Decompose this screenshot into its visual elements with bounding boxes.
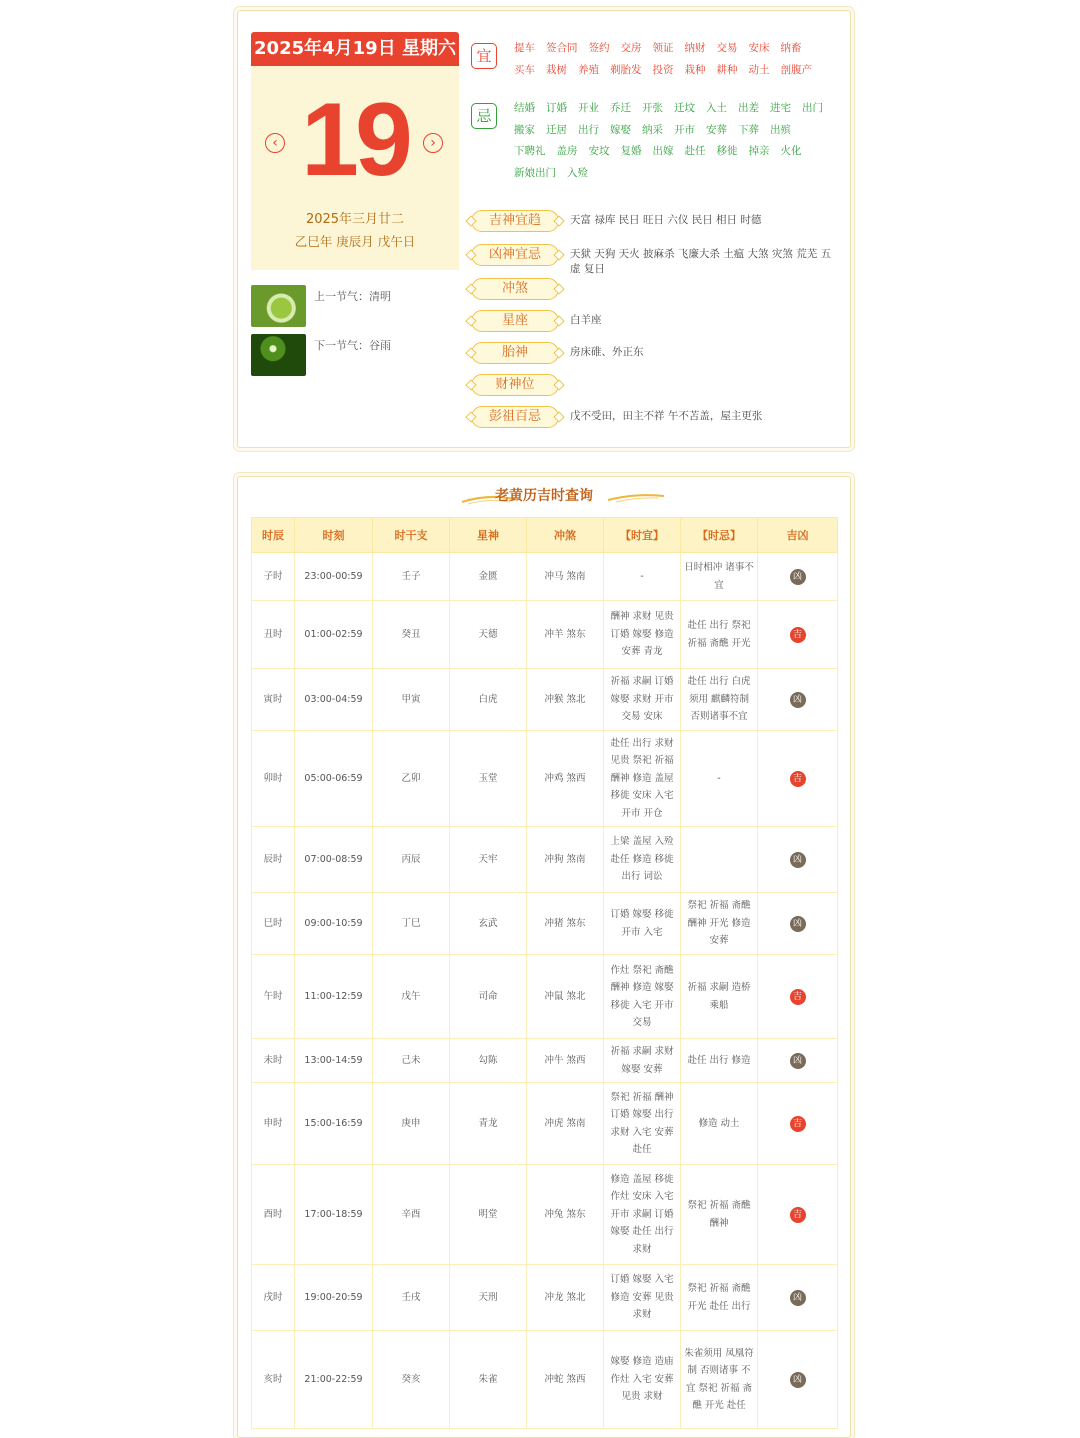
ji-item: 移徙	[716, 145, 738, 157]
cell-shichen: 戌时	[252, 1265, 295, 1331]
ji-item: 出行	[578, 123, 599, 136]
cell-yi: 修造 盖屋 移徙 作灶 安床 入宅 开市 求嗣 订婚 嫁娶 赴任 出行 求财	[604, 1165, 681, 1265]
cell-shichen: 丑时	[252, 601, 295, 669]
cell-yi: 赴任 出行 求财 见贵 祭祀 祈福 酬神 修造 盖屋 移徙 安床 入宅 开市 开仓	[604, 731, 681, 827]
cell-yi: -	[604, 553, 681, 601]
ji-item: 乔迁	[610, 102, 631, 114]
ji-item: 新娘出门	[514, 166, 556, 179]
ji-item: 出门	[802, 102, 823, 114]
col-header-ji: 【时忌】	[681, 518, 758, 553]
yi-item: 交易	[716, 42, 738, 54]
cell-fortune	[758, 1165, 838, 1265]
cell-time: 11:00-12:59	[295, 955, 373, 1039]
fortune-badge: 吉	[790, 1207, 806, 1223]
cell-shichen: 申时	[252, 1083, 295, 1165]
cell-ji: 祭祀 祈福 斋醮 开光 赴任 出行	[681, 1265, 758, 1331]
cell-star: 天德	[450, 601, 527, 669]
cell-chong: 冲蛇 煞西	[527, 1331, 604, 1429]
cell-ganzhi: 壬子	[373, 553, 450, 601]
god-label: 冲煞	[471, 278, 559, 300]
cell-ji: 祭祀 祈福 斋醮 酬神 开光 修造 安葬	[681, 893, 758, 955]
ji-item: 迁坟	[674, 102, 695, 114]
table-row	[252, 955, 838, 1039]
cell-star: 朱雀	[450, 1331, 527, 1429]
day-number: 19	[301, 82, 409, 198]
cell-ganzhi: 丙辰	[373, 827, 450, 893]
ji-item: 赴任	[684, 145, 706, 157]
fortune-badge: 凶	[790, 852, 806, 868]
hours-table	[251, 517, 838, 1429]
cell-ganzhi: 癸亥	[373, 1331, 450, 1429]
god-label: 星座	[471, 310, 559, 332]
cell-fortune	[758, 553, 838, 601]
ji-list	[514, 98, 834, 184]
cell-chong: 冲鼠 煞北	[527, 955, 604, 1039]
cell-star: 天刑	[450, 1265, 527, 1331]
cell-chong: 冲马 煞南	[527, 553, 604, 601]
yi-item: 栽树	[546, 63, 567, 76]
cell-ji: 赴任 出行 修造	[681, 1039, 758, 1083]
cell-star: 勾陈	[450, 1039, 527, 1083]
cell-ji: 朱雀须用 凤凰符制 否则诸事 不宜 祭祀 祈福 斋醮 开光 赴任	[681, 1331, 758, 1429]
fortune-badge: 凶	[790, 1372, 806, 1388]
cell-time: 03:00-04:59	[295, 669, 373, 731]
fortune-badge: 凶	[790, 916, 806, 932]
cell-fortune	[758, 669, 838, 731]
cell-fortune	[758, 827, 838, 893]
cell-star: 青龙	[450, 1083, 527, 1165]
ji-item: 订婚	[546, 102, 567, 114]
cell-star: 金匮	[450, 553, 527, 601]
cell-ganzhi: 庚申	[373, 1083, 450, 1165]
cell-time: 17:00-18:59	[295, 1165, 373, 1265]
table-row	[252, 893, 838, 955]
cell-ganzhi: 己未	[373, 1039, 450, 1083]
cell-chong: 冲牛 煞西	[527, 1039, 604, 1083]
cell-shichen: 子时	[252, 553, 295, 601]
ji-item: 搬家	[514, 123, 535, 136]
cell-ganzhi: 丁巳	[373, 893, 450, 955]
next-day-button[interactable]: ›	[423, 133, 443, 153]
yi-item: 养殖	[578, 63, 599, 76]
ji-item: 嫁娶	[610, 123, 631, 136]
cell-chong: 冲羊 煞东	[527, 601, 604, 669]
cell-yi: 祈福 求嗣 求财 嫁娶 安葬	[604, 1039, 681, 1083]
table-row	[252, 669, 838, 731]
fortune-badge: 吉	[790, 771, 806, 787]
yi-item: 纳畜	[780, 42, 802, 54]
ji-item: 开市	[674, 123, 695, 136]
god-label: 彭祖百忌	[471, 406, 559, 428]
cell-ganzhi: 乙卯	[373, 731, 450, 827]
date-header: 2025年4月19日 星期六	[251, 32, 459, 66]
col-header-fortune: 吉凶	[758, 518, 838, 553]
ji-item: 进宅	[770, 102, 791, 114]
cell-chong: 冲虎 煞南	[527, 1083, 604, 1165]
table-row	[252, 1039, 838, 1083]
cell-ganzhi: 甲寅	[373, 669, 450, 731]
cell-ji: 日时相冲 诸事不宜	[681, 553, 758, 601]
yi-item: 提车	[514, 42, 535, 54]
cell-chong: 冲猪 煞东	[527, 893, 604, 955]
table-row	[252, 601, 838, 669]
cell-time: 05:00-06:59	[295, 731, 373, 827]
cell-shichen: 巳时	[252, 893, 295, 955]
cell-yi: 上梁 盖屋 入殓 赴任 修造 移徙 出行 词讼	[604, 827, 681, 893]
cell-star: 白虎	[450, 669, 527, 731]
god-label: 吉神宜趋	[471, 210, 559, 232]
cell-yi: 祭祀 祈福 酬神 订婚 嫁娶 出行 求财 入宅 安葬 赴任	[604, 1083, 681, 1165]
yi-item: 动土	[748, 63, 770, 76]
cell-yi: 订婚 嫁娶 入宅 修造 安葬 见贵 求财	[604, 1265, 681, 1331]
cell-chong: 冲鸡 煞西	[527, 731, 604, 827]
hours-table-title: 老黄历吉时查询	[495, 488, 593, 504]
cell-time: 07:00-08:59	[295, 827, 373, 893]
god-label: 凶神宜忌	[471, 244, 559, 266]
yi-item: 剖腹产	[780, 63, 812, 76]
cell-fortune	[758, 955, 838, 1039]
cell-chong: 冲狗 煞南	[527, 827, 604, 893]
yi-item: 投资	[652, 63, 674, 76]
god-value: 房床碓、外正东	[570, 346, 644, 358]
lunar-date: 2025年三月廿二	[305, 212, 405, 227]
cell-star: 天牢	[450, 827, 527, 893]
yi-item: 安床	[748, 42, 770, 54]
cell-shichen: 卯时	[252, 731, 295, 827]
ji-item: 入殓	[567, 166, 588, 179]
cell-chong: 冲兔 煞东	[527, 1165, 604, 1265]
cell-fortune	[758, 1083, 838, 1165]
solar-term-image	[251, 285, 306, 327]
god-value: 天狱 天狗 天火 披麻杀 飞廉大杀 土瘟 大煞 灾煞 荒芜 五虚 复日	[570, 248, 832, 275]
ji-item: 火化	[780, 145, 802, 157]
ji-item: 结婚	[514, 102, 535, 114]
next-solar-term[interactable]	[251, 334, 461, 376]
col-header-chong: 冲煞	[527, 518, 604, 553]
cell-fortune	[758, 1331, 838, 1429]
cell-time: 21:00-22:59	[295, 1331, 373, 1429]
ji-tag: 忌	[471, 103, 497, 129]
cell-shichen: 辰时	[252, 827, 295, 893]
cell-ji: 赴任 出行 白虎 须用 麒麟符制 否则诸事不宜	[681, 669, 758, 731]
yi-item: 领证	[652, 42, 674, 54]
cell-ji: 修造 动土	[681, 1083, 758, 1165]
fortune-badge: 凶	[790, 1053, 806, 1069]
god-label: 财神位	[471, 374, 559, 396]
col-header-shichen: 时辰	[252, 518, 295, 553]
table-row	[252, 1331, 838, 1429]
ji-item: 开张	[642, 102, 663, 114]
cell-ganzhi: 戊午	[373, 955, 450, 1039]
cell-time: 23:00-00:59	[295, 553, 373, 601]
cell-shichen: 亥时	[252, 1331, 295, 1429]
yi-tag: 宜	[471, 43, 497, 69]
cell-yi: 祈福 求嗣 订婚 嫁娶 求财 开市 交易 安床	[604, 669, 681, 731]
cell-yi: 作灶 祭祀 斋醮 酬神 修造 嫁娶 移徙 入宅 开市 交易	[604, 955, 681, 1039]
cell-shichen: 酉时	[252, 1165, 295, 1265]
cell-ganzhi: 癸丑	[373, 601, 450, 669]
ji-item: 出差	[738, 102, 759, 114]
table-header-row	[252, 518, 838, 553]
cell-time: 15:00-16:59	[295, 1083, 373, 1165]
table-row	[252, 1165, 838, 1265]
ji-item: 盖房	[556, 145, 578, 157]
yi-item: 耕种	[716, 63, 738, 76]
cell-yi: 酬神 求财 见贵 订婚 嫁娶 修造 安葬 青龙	[604, 601, 681, 669]
cell-ji: -	[681, 731, 758, 827]
cell-ganzhi: 辛酉	[373, 1165, 450, 1265]
cell-fortune	[758, 1265, 838, 1331]
yi-item: 栽种	[684, 63, 706, 76]
fortune-badge: 凶	[790, 692, 806, 708]
fortune-badge: 吉	[790, 1116, 806, 1132]
cell-shichen: 午时	[252, 955, 295, 1039]
fortune-badge: 吉	[790, 627, 806, 643]
ji-item: 出殡	[770, 123, 791, 136]
ji-item: 出嫁	[652, 145, 674, 157]
col-header-yi: 【时宜】	[604, 518, 681, 553]
next-solar-term-label: 下一节气：谷雨	[314, 339, 391, 352]
cell-ji: 祈福 求嗣 造桥 乘船	[681, 955, 758, 1039]
ji-item: 安葬	[706, 123, 727, 136]
ji-item: 下聘礼	[514, 145, 546, 157]
yi-item: 剃胎发	[610, 63, 642, 76]
cell-fortune	[758, 893, 838, 955]
cell-fortune	[758, 731, 838, 827]
hours-table-body	[252, 553, 838, 1429]
prev-solar-term[interactable]	[251, 285, 461, 327]
yi-item: 签约	[588, 42, 610, 54]
table-row	[252, 1265, 838, 1331]
yi-list	[514, 38, 834, 81]
prev-day-button[interactable]: ‹	[265, 133, 285, 153]
yi-item: 买车	[514, 63, 535, 76]
cell-fortune	[758, 601, 838, 669]
solar-term-image	[251, 334, 306, 376]
ji-item: 开业	[578, 102, 599, 114]
ji-item: 复婚	[620, 145, 642, 157]
ji-item: 入土	[706, 102, 727, 114]
cell-chong: 冲龙 煞北	[527, 1265, 604, 1331]
table-row	[252, 553, 838, 601]
ji-item: 掉亲	[748, 145, 770, 157]
cell-star: 玄武	[450, 893, 527, 955]
cell-time: 09:00-10:59	[295, 893, 373, 955]
date-box	[251, 66, 459, 270]
ji-item: 迁居	[546, 123, 567, 136]
cell-time: 19:00-20:59	[295, 1265, 373, 1331]
table-row	[252, 731, 838, 827]
ji-item: 纳采	[642, 123, 663, 136]
fortune-badge: 吉	[790, 989, 806, 1005]
cell-ji: 赴任 出行 祭祀 祈福 斋醮 开光	[681, 601, 758, 669]
cell-shichen: 未时	[252, 1039, 295, 1083]
ji-item: 下葬	[738, 123, 759, 136]
cell-fortune	[758, 1039, 838, 1083]
cell-chong: 冲猴 煞北	[527, 669, 604, 731]
god-value: 白羊座	[570, 314, 602, 326]
prev-solar-term-label: 上一节气：清明	[314, 290, 391, 303]
hours-panel	[237, 476, 851, 1438]
cell-time: 13:00-14:59	[295, 1039, 373, 1083]
god-value: 戊不受田，田主不祥 午不苫盖，屋主更张	[570, 410, 763, 422]
cell-star: 玉堂	[450, 731, 527, 827]
ji-item: 安坟	[588, 145, 610, 157]
yi-item: 纳财	[684, 42, 706, 54]
fortune-badge: 凶	[790, 569, 806, 585]
almanac-panel	[237, 10, 851, 448]
cell-star: 司命	[450, 955, 527, 1039]
col-header-ganzhi: 时干支	[373, 518, 450, 553]
ganzhi-date: 乙巳年 庚辰月 戊午日	[294, 234, 416, 249]
yi-item: 交房	[620, 42, 642, 54]
cell-star: 明堂	[450, 1165, 527, 1265]
god-label: 胎神	[471, 342, 559, 364]
title-swoosh-right-icon	[606, 491, 666, 505]
cell-yi: 嫁娶 修造 造庙 作灶 入宅 安葬 见贵 求财	[604, 1331, 681, 1429]
cell-ganzhi: 壬戌	[373, 1265, 450, 1331]
yi-item: 签合同	[546, 42, 578, 54]
table-row	[252, 827, 838, 893]
col-header-star: 星神	[450, 518, 527, 553]
col-header-time: 时刻	[295, 518, 373, 553]
cell-ji: 祭祀 祈福 斋醮 酬神	[681, 1165, 758, 1265]
cell-yi: 订婚 嫁娶 移徙 开市 入宅	[604, 893, 681, 955]
table-row	[252, 1083, 838, 1165]
cell-time: 01:00-02:59	[295, 601, 373, 669]
cell-ji	[681, 827, 758, 893]
cell-shichen: 寅时	[252, 669, 295, 731]
god-value: 天富 禄库 民日 旺日 六仪 民日 相日 时德	[570, 214, 762, 226]
fortune-badge: 凶	[790, 1290, 806, 1306]
